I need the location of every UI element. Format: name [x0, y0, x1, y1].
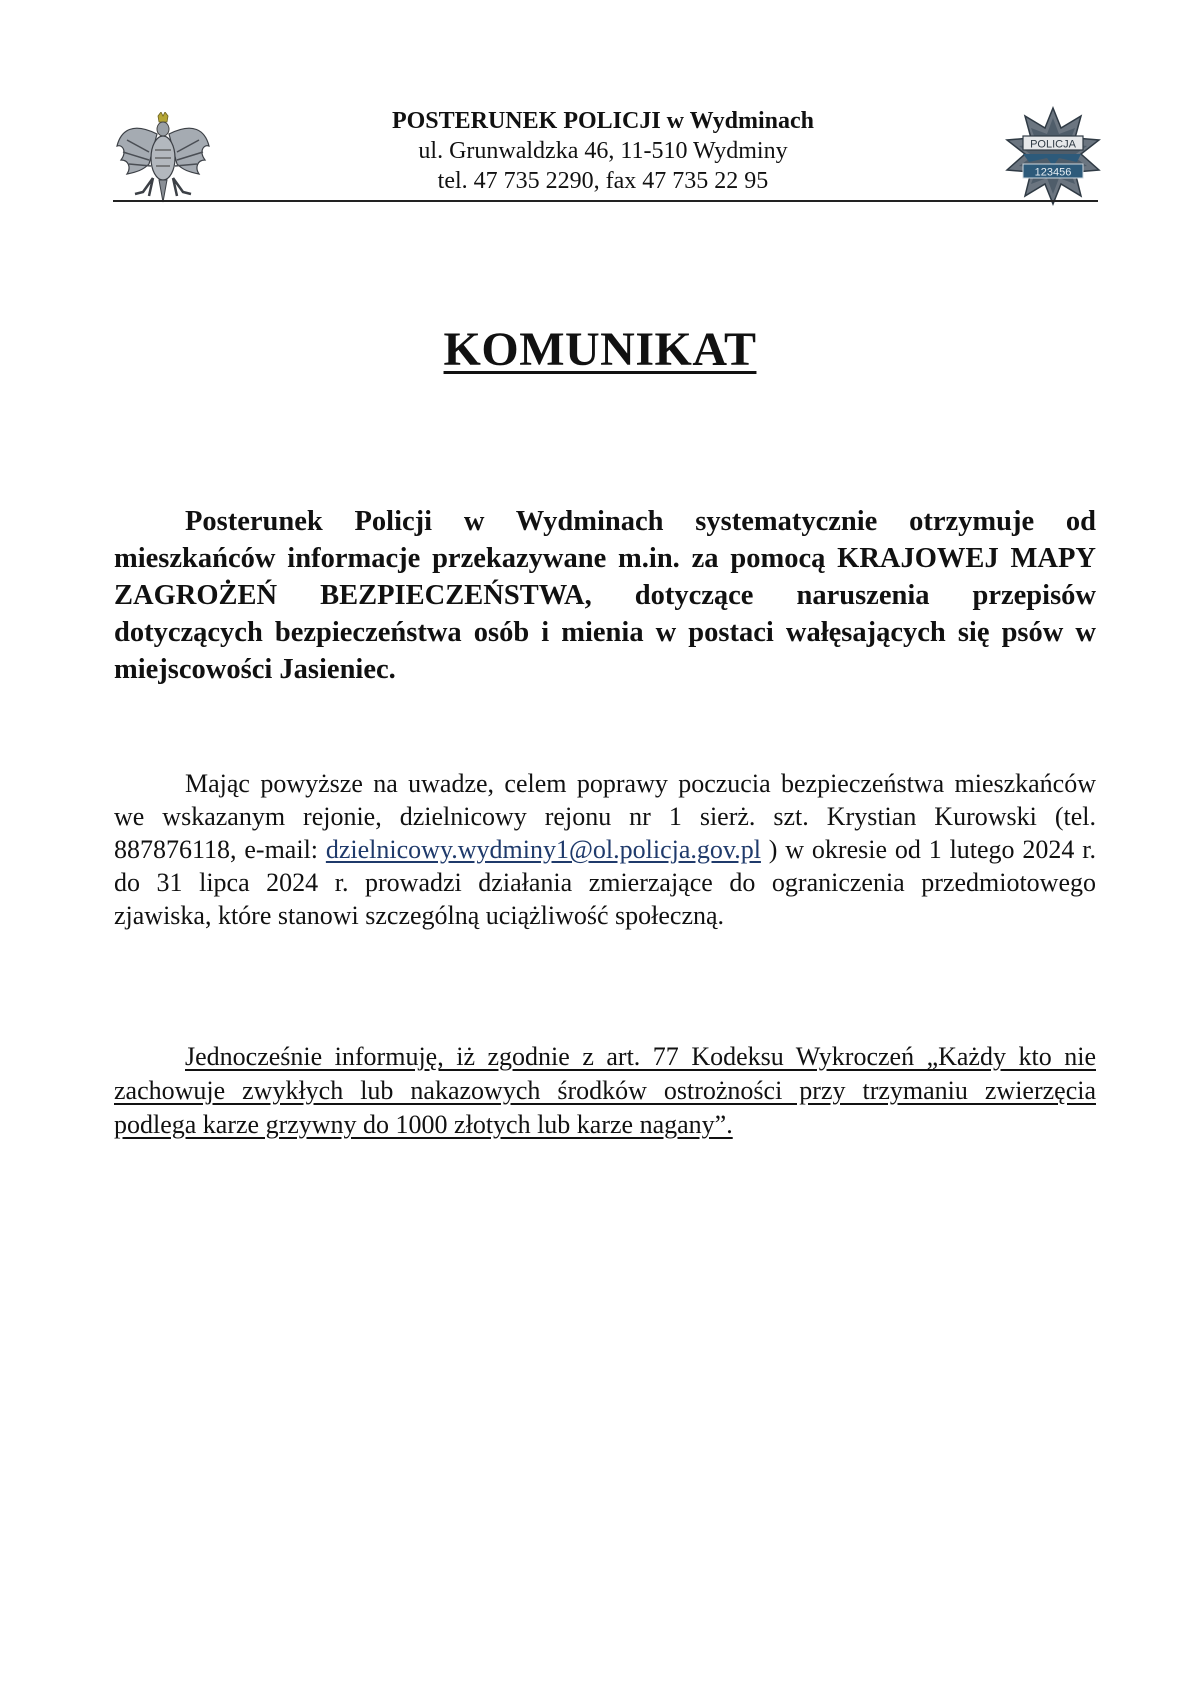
institution-address: ul. Grunwaldzka 46, 11-510 Wydminy — [418, 138, 788, 164]
paragraph-legal-notice — [114, 1040, 1096, 1142]
heading-text: KOMUNIKAT — [443, 323, 757, 376]
paragraph-officer-text-start: Mając powyższe na uwadze, celem poprawy poczucia bezpieczeństwa mieszkańców we wskazanym rejonie, dzielnicowy rejonu nr 1 sierż. szt. Krystian Kurowski (tel. 887876118, e-mail: — [114, 769, 1096, 864]
paragraph-intro-text: Posterunek Policji w Wydminach systematycznie otrzymuje od mieszkańców informacje przekazywane m.in. za pomocą KRAJOWEJ MAPY ZAGROŻEŃ BEZPIECZEŃSTWA, dotyczące naruszenia przepisów dotyczących bezpieczeństwa osób i mienia w postaci wałęsających się psów w miejscowości Jasieniec. — [114, 506, 1096, 685]
officer-email-link[interactable]: dzielnicowy.wydminy1@ol.policja.gov.pl — [325, 835, 761, 864]
letterhead-text — [263, 106, 943, 196]
institution-contact: tel. 47 735 2290, fax 47 735 22 95 — [437, 168, 769, 194]
paragraph-officer-info — [114, 767, 1096, 932]
polish-eagle-emblem-icon — [113, 112, 213, 204]
document-heading — [0, 322, 1200, 377]
institution-name: POSTERUNEK POLICJI w Wydminach — [391, 108, 815, 134]
paragraph-officer-text-end: ) w okresie od 1 lutego 2024 r. do 31 lipca 2024 r. prowadzi działania zmierzające do ograniczenia przedmiotowego zjawiska, które stanowi szczególną uciążliwość społeczną. — [114, 835, 1096, 930]
police-star-badge-icon — [1003, 106, 1103, 206]
badge-label: POLICJA — [1030, 138, 1076, 151]
badge-number: 123456 — [1034, 166, 1072, 179]
paragraph-legal-text: Jednocześnie informuję, iż zgodnie z art. 77 Kodeksu Wykroczeń „Każdy kto nie zachowuje zwykłych lub nakazowych środków ostrożności przy trzymaniu zwierzęcia podlega karze grzywny do 1000 złotych lub karze nagany”. — [114, 1042, 1096, 1139]
paragraph-intro — [114, 503, 1096, 688]
letterhead-divider — [113, 200, 1098, 202]
letterhead — [113, 100, 1098, 202]
